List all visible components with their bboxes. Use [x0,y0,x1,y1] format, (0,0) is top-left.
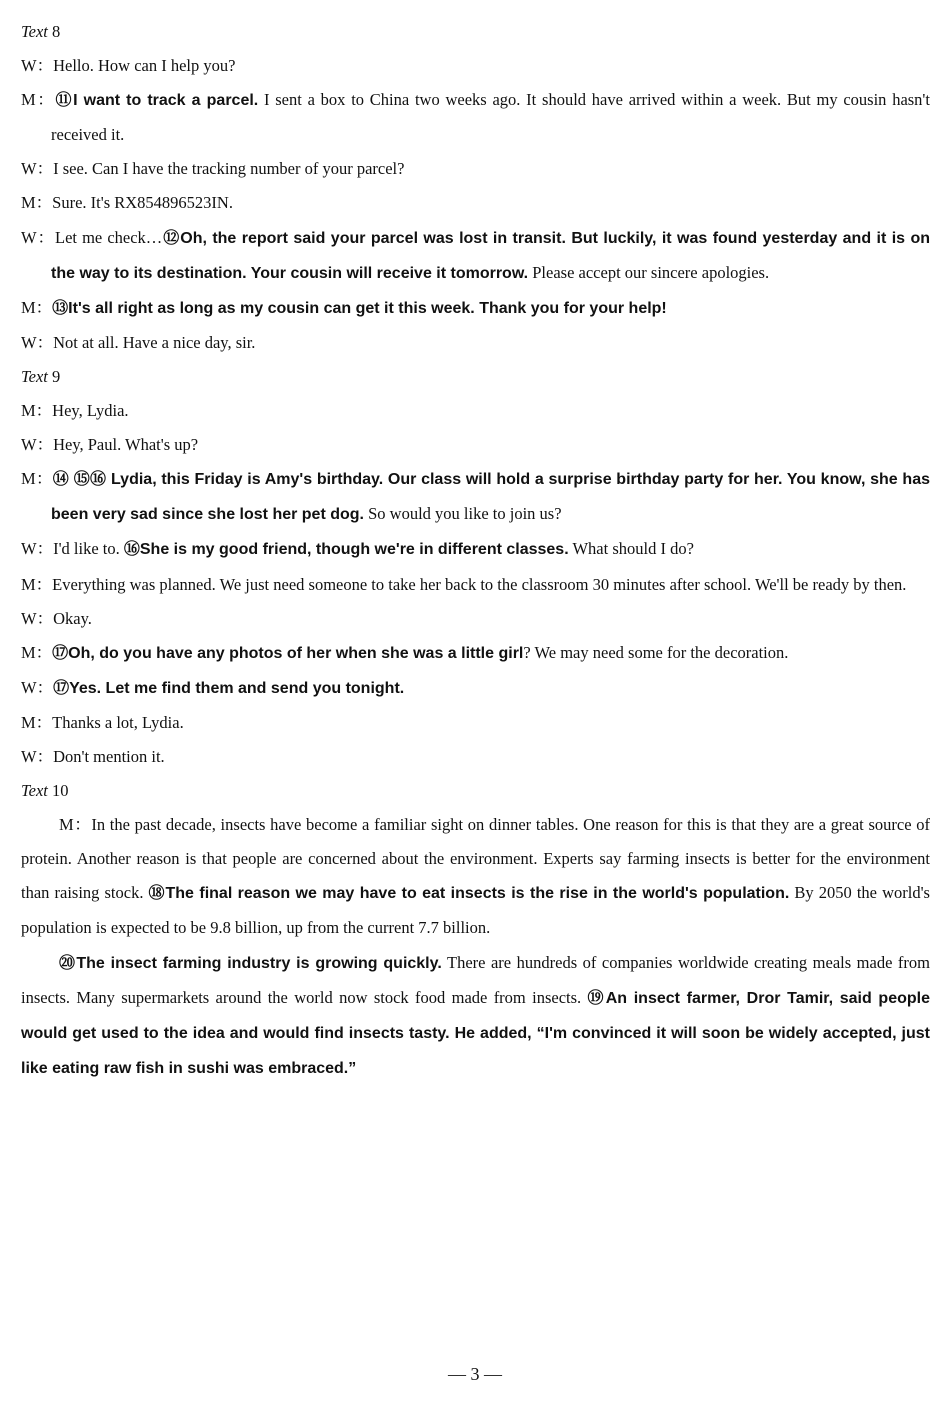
line-text: So would you like to join us? [364,504,562,524]
line-text: Hello. How can I help you? [53,56,236,76]
key-sentence: ⑰Yes. Let me find them and send you tonight. [53,679,405,697]
dialogue-line [21,428,930,462]
dialogue-line [21,636,930,671]
speaker: M： [21,297,53,317]
speaker: W： [21,227,56,247]
speaker: W： [21,332,54,352]
speaker: W： [21,435,54,455]
transcript-page [21,15,930,1086]
text-label: Text [21,366,48,386]
dialogue-line [21,49,930,83]
monologue-paragraph [21,946,930,1086]
key-sentence: ⑯She is my good friend, though we're in different classes. [123,541,569,559]
line-text: I see. Can I have the tracking number of your parcel? [53,159,405,179]
dialogue-line [21,291,930,326]
speaker: W： [21,56,54,76]
speaker: M： [21,469,53,489]
dialogue-line [21,602,930,636]
line-text: Don't mention it. [53,746,165,766]
line-text: Please accept our sincere apologies. [528,262,770,282]
line-text: Not at all. Have a nice day, sir. [53,332,256,352]
key-sentence: ⑰Oh, do you have any photos of her when she was a little girl [52,644,524,662]
line-text: Sure. It's RX854896523IN. [52,193,233,213]
page-number: — 3 — [448,1364,502,1384]
dialogue-line [21,394,930,428]
key-sentence: ⑱The final reason we may have to eat insects is the rise in the world's population. [148,885,790,903]
key-sentence: ⑪I want to track a parcel. [55,92,259,110]
speaker: M： [21,712,53,732]
line-text: Hey, Paul. What's up? [53,435,199,455]
dialogue-line [21,462,930,532]
line-text: Okay. [53,608,92,628]
dialogue-line [21,326,930,360]
text8-heading [21,15,930,49]
speaker: W： [21,608,54,628]
text10-heading [21,774,930,808]
key-sentence: ⑳The insect farming industry is growing quickly. [59,954,442,972]
speaker: M： [21,642,53,662]
text-label: Text [21,781,48,801]
line-text: Everything was planned. We just need someone to take her back to the classroom 30 minutes after school. We'll be ready by then. [52,574,907,594]
speaker: M： [21,574,53,594]
speaker: M： [21,90,56,110]
paragraph-text: By 2050 the world's population is expected to be 9.8 billion, up from the current 7.7 billion. [21,883,930,938]
speaker: W： [21,159,54,179]
line-text: Let me check… [55,227,163,247]
key-sentence: ⑬It's all right as long as my cousin can get it this week. Thank you for your help! [52,299,667,317]
text-number: 10 [52,781,69,801]
monologue-paragraph [21,808,930,945]
dialogue-line [21,671,930,706]
dialogue-line [21,186,930,220]
dialogue-line [21,532,930,567]
key-sentence: ⑫Oh, the report said your parcel was lost in transit. But luckily, it was found yesterday and it is on the way to its destination. Your cousin will receive it tomorrow. [51,229,930,282]
text-number: 9 [52,366,61,386]
key-sentence: ⑲An insect farmer, Dror Tamir, said people would get used to the idea and would find insects tasty. He added, “I'm convinced it will soon be widely accepted, just like eating raw fish in sushi was embraced.” [21,989,930,1077]
paragraph-text: There are hundreds of companies worldwide creating meals made from insects. Many supermarkets around the world now stock food made from insects. [21,952,930,1007]
speaker: M： [21,193,53,213]
speaker: W： [21,746,54,766]
paragraph-text: M：In the past decade, insects have become a familiar sight on dinner tables. One reason for this is that they are a great source of protein. Another reason is that people are concerned about the environment. Experts say farming insects is better for the environment than raising stock. [21,815,930,903]
dialogue-line [21,83,930,152]
text-label: Text [21,22,48,41]
line-text: Hey, Lydia. [52,401,129,421]
dialogue-line [21,568,930,602]
line-text: Thanks a lot, Lydia. [52,712,184,732]
dialogue-line [21,152,930,186]
speaker: W： [21,677,54,697]
line-text: ? We may need some for the decoration. [523,642,789,662]
dialogue-line [21,740,930,774]
line-text: I sent a box to China two weeks ago. It should have arrived within a week. But my cousin hasn't received it. [51,90,930,145]
dialogue-line [21,221,930,291]
speaker: M： [21,401,53,421]
dialogue-line [21,706,930,740]
line-text: What should I do? [568,539,694,559]
key-sentence: ⑭ ⑮⑯ Lydia, this Friday is Amy's birthday. Our class will hold a surprise birthday party for her. You know, she has been very sad since she lost her pet dog. [51,471,930,524]
text-number: 8 [52,22,61,41]
text9-heading [21,360,930,394]
speaker: W： [21,539,54,559]
line-text: I'd like to. [53,539,124,559]
